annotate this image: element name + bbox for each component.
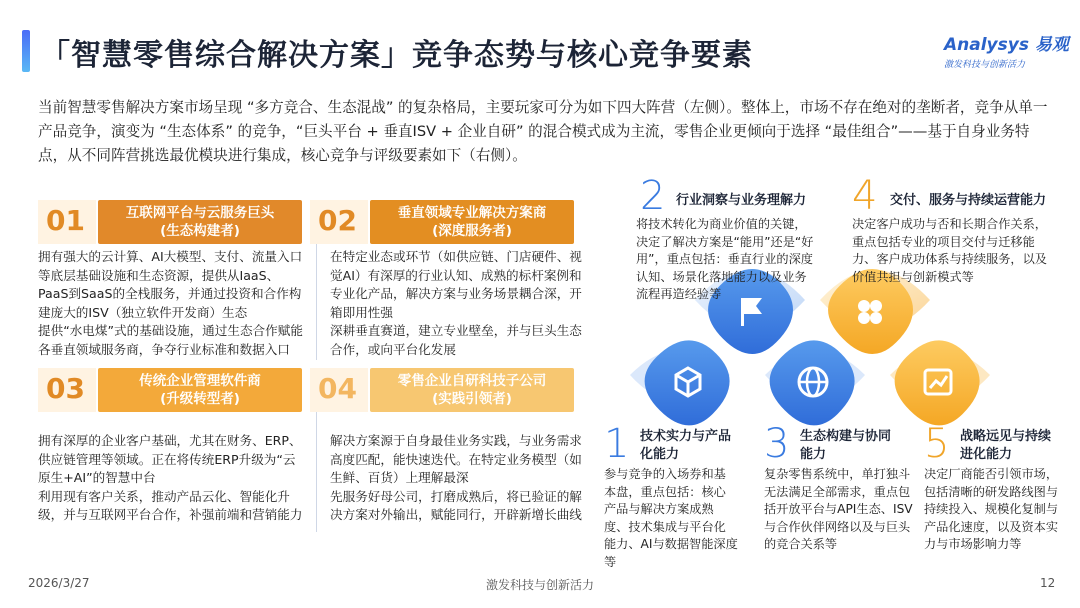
camp-header <box>98 368 302 412</box>
camp-header <box>98 200 302 244</box>
logo-slogan: 激发科技与创新活力 <box>944 60 1026 70</box>
camp-description <box>38 248 306 360</box>
camp-subtitle: (升级转型者) <box>160 391 240 407</box>
factor-title: 战略远见与持续进化能力 <box>960 429 1052 462</box>
camp-title: 互联网平台与云服务巨头 <box>125 205 275 221</box>
camp-line: 利用现有客户关系，推动产品云化、智能化升级，并与互联网平台合作，补强前端和营销能力 <box>38 488 303 523</box>
factor-number: 1 <box>604 421 630 467</box>
page-number: 12 <box>1040 576 1056 590</box>
factor-number: 4 <box>852 173 878 219</box>
camp-number: 04 <box>318 372 357 405</box>
logo <box>944 30 1069 74</box>
camp-number: 03 <box>46 372 85 405</box>
camp-line: 先服务好母公司，打磨成熟后，将已验证的解决方案对外输出，赋能同行，开辟新增长曲线 <box>330 488 582 523</box>
title-accent-bar <box>22 30 30 72</box>
camp-description <box>330 248 582 360</box>
factor-number: 3 <box>764 421 790 467</box>
factor-title: 技术实力与产品化能力 <box>640 429 732 462</box>
camp-header <box>370 368 574 412</box>
footer-slogan: 激发科技与创新活力 <box>485 578 594 592</box>
factor-text: 复杂零售系统中，单打独斗无法满足全部需求，重点包括开放平台与API生态、ISV与合作伙伴网络以及与巨头的竞合关系等 <box>764 467 913 552</box>
factor-title: 生态构建与协同能力 <box>800 429 892 462</box>
camp-title: 传统企业管理软件商 <box>139 373 261 389</box>
camp-number: 01 <box>46 204 85 237</box>
footer-date: 2026/3/27 <box>28 576 90 590</box>
factor-text: 参与竞争的入场券和基本盘，重点包括：核心产品与解决方案成熟度、技术集成与平台化能力、AI与数据智能深度等 <box>604 467 738 569</box>
factor-title: 行业洞察与业务理解力 <box>676 193 807 208</box>
camp-number: 02 <box>318 204 357 237</box>
camp-subtitle: (生态构建者) <box>160 223 240 239</box>
factor-text: 决定客户成功与否和长期合作关系，重点包括专业的项目交付与迁移能力、客户成功体系与持续服务，以及价值共担与创新模式等 <box>852 217 1047 284</box>
intro-paragraph: 当前智慧零售解决方案市场呈现 “多方竞合、生态混战” 的复杂格局，主要玩家可分为如下四大阵营（左侧）。整体上，市场不存在绝对的垄断者，竞争从单一产品竞争，演变为 “生态体系” 的竞争，“巨头平台 + 垂直ISV + 企业自研” 的混合模式成为主流，零售企业更倾向于选择 “最佳组合”——基于自身业务特点，从不同阵营挑选最优模块进行集成，核心竞争与评级要素如下（右侧）。 <box>38 99 1048 164</box>
camp-subtitle: (实践引领者) <box>432 391 512 407</box>
factor-text: 决定厂商能否引领市场，包括清晰的研发路线图与持续投入、规模化复制与产品化速度，以及资本实力与市场影响力等 <box>924 467 1059 552</box>
page-title: 「智慧零售综合解决方案」竞争态势与核心竞争要素 <box>40 38 753 73</box>
camp-line: 深耕垂直赛道，建立专业壁垒，并与巨头生态合作，或向平台化发展 <box>330 323 582 357</box>
camp-line: 解决方案源于自身最佳业务实践，与业务需求高度匹配，能快速迭代。在特定业务模型（如生鲜、百货）上理解最深 <box>330 433 582 486</box>
camp-line: 拥有强大的云计算、AI大模型、支付、流量入口等底层基础设施和生态资源，提供从IaaS、PaaS到SaaS的全栈服务，并通过投资和合作构建庞大的ISV（独立软件开发商）生态 <box>38 249 303 320</box>
camp-line: 提供“水电煤”式的基础设施，通过生态合作赋能各垂直领域服务商，争夺行业标准和数据入口 <box>38 323 303 357</box>
camp-line: 在特定业态或环节（如供应链、门店硬件、视觉AI）有深厚的行业认知、成熟的标杆案例和专业化产品，解决方案与业务场景耦合深，开箱即用性强 <box>330 249 582 320</box>
camp-description <box>330 432 582 525</box>
camp-header <box>370 200 574 244</box>
camp-description <box>38 432 306 525</box>
camp-title: 垂直领域专业解决方案商 <box>397 205 547 221</box>
logo-brand: Analysys 易观 <box>944 35 1069 55</box>
factor-text: 将技术转化为商业价值的关键，决定了解决方案是“能用”还是“好用”，重点包括：垂直行业的深度认知、场景化落地能力以及业务流程再造经验等 <box>636 217 814 302</box>
factor-number: 5 <box>924 421 950 467</box>
camp-title: 零售企业自研科技子公司 <box>397 373 547 389</box>
factor-title: 交付、服务与持续运营能力 <box>890 193 1047 208</box>
camp-line: 拥有深厚的企业客户基础，尤其在财务、ERP、供应链管理等领域。正在将传统ERP升级为“云原生+AI”的智慧中台 <box>38 433 302 486</box>
factor-number: 2 <box>640 173 666 219</box>
camp-subtitle: (深度服务者) <box>432 223 512 239</box>
